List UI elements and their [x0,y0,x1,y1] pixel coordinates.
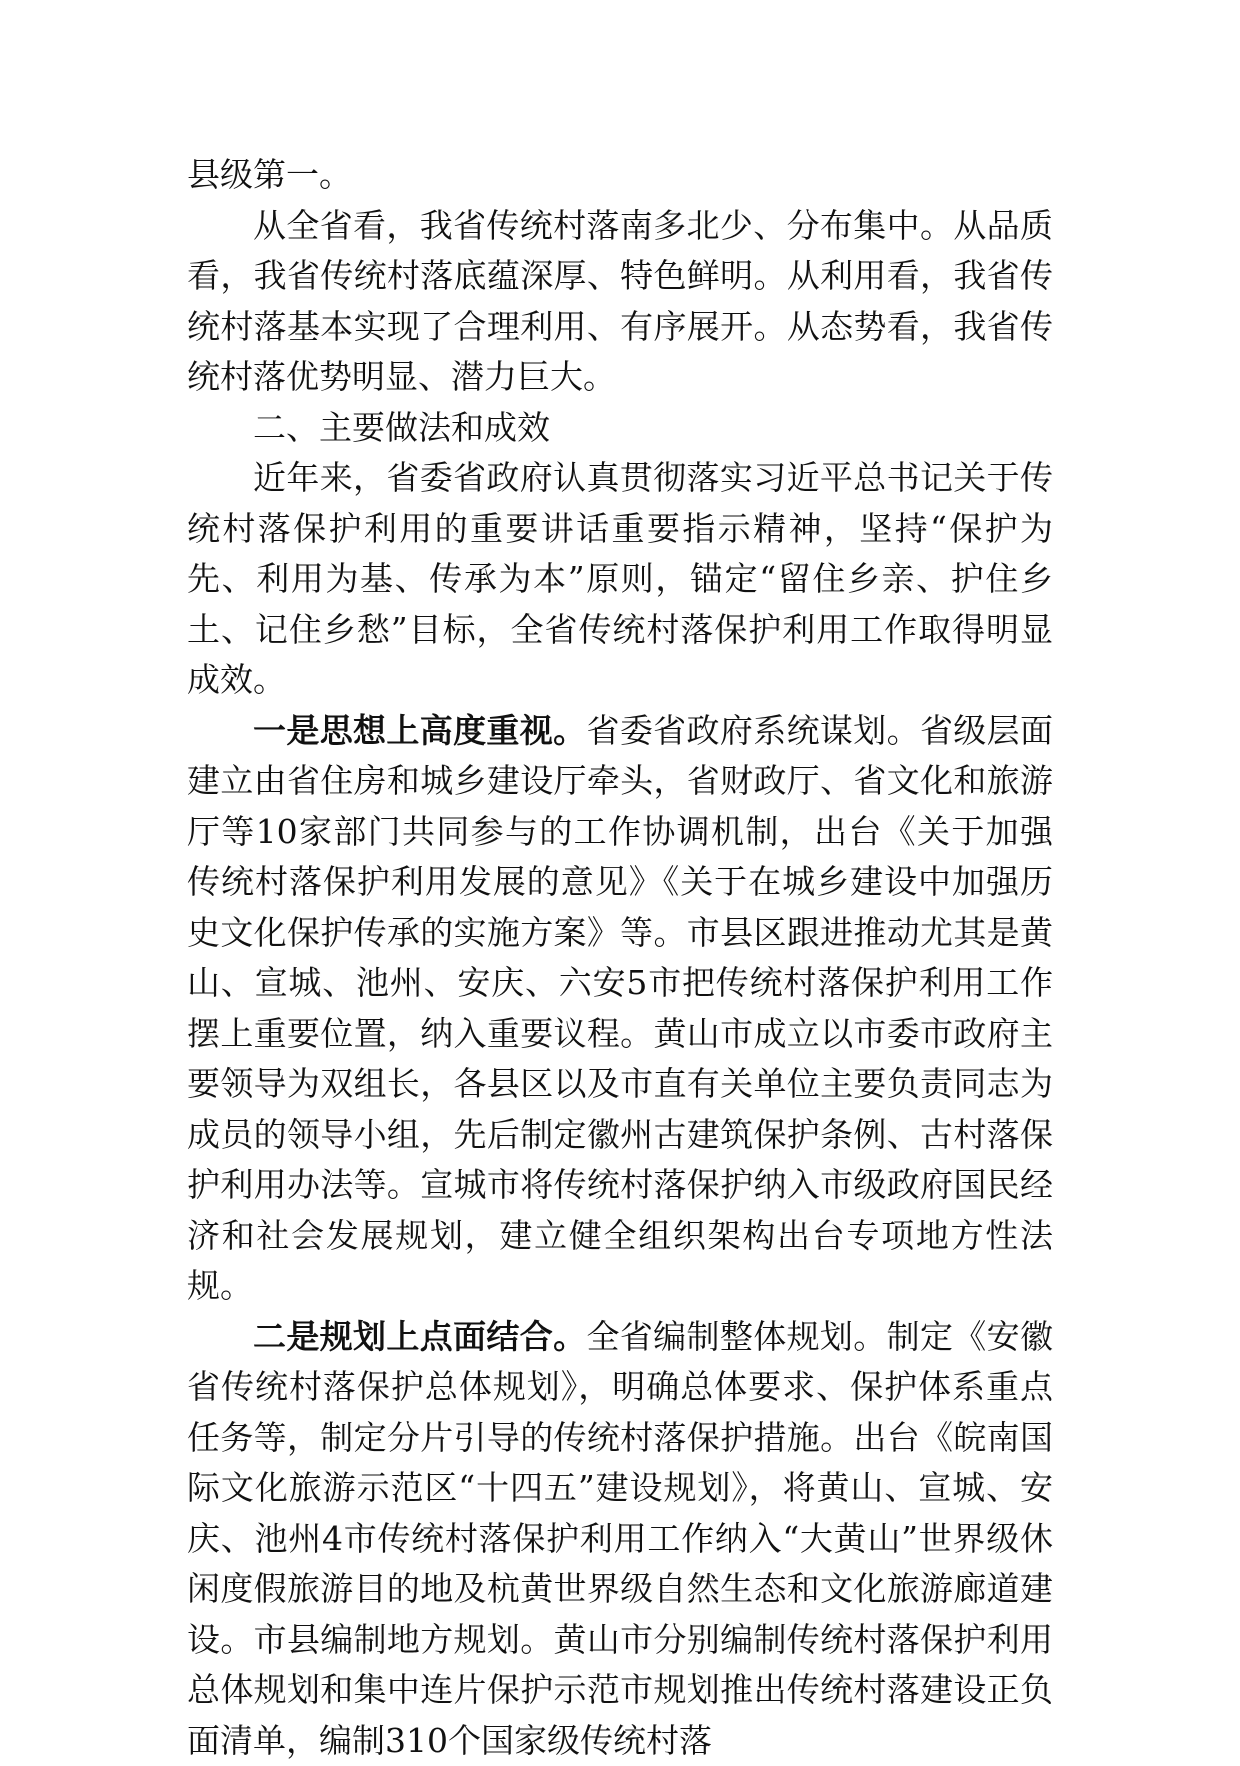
paragraph-continuation [187,150,1053,201]
paragraph-overview [187,201,1053,403]
paragraph-lead: 一是思想上高度重视。 [253,711,586,750]
section-heading-text: 二、主要做法和成效 [253,408,550,447]
paragraph-point-two [187,1312,1053,1766]
section-heading [187,403,1053,454]
paragraph-text: 全省编制整体规划。制定《安徽省传统村落保护总体规划》，明确总体要求、保护体系重点任务等，制定分片引导的传统村落保护措施。出台《皖南国际文化旅游示范区“十四五”建设规划》，将黄山、宣城、安庆、池州4市传统村落保护利用工作纳入“大黄山”世界级休闲度假旅游目的地及杭黄世界级自然生态和文化旅游廊道建设。市县编制地方规划。黄山市分别编制传统村落保护利用总体规划和集中连片保护示范市规划推出传统村落建设正负面清单，编制310个国家级传统村落 [187,1317,1053,1760]
paragraph-lead: 二是规划上点面结合。 [253,1317,586,1356]
paragraph-text: 近年来，省委省政府认真贯彻落实习近平总书记关于传统村落保护利用的重要讲话重要指示精神，坚持“保护为先、利用为基、传承为本”原则，锚定“留住乡亲、护住乡土、记住乡愁”目标，全省传统村落保护利用工作取得明显成效。 [187,458,1053,699]
paragraph-intro [187,453,1053,706]
paragraph-text: 县级第一。 [187,155,352,194]
paragraph-text: 从全省看，我省传统村落南多北少、分布集中。从品质看，我省传统村落底蕴深厚、特色鲜明。从利用看，我省传统村落基本实现了合理利用、有序展开。从态势看，我省传统村落优势明显、潜力巨大。 [187,206,1053,397]
paragraph-point-one [187,706,1053,1312]
document-body [187,150,1053,1766]
paragraph-text: 省委省政府系统谋划。省级层面建立由省住房和城乡建设厅牵头，省财政厅、省文化和旅游厅等10家部门共同参与的工作协调机制，出台《关于加强传统村落保护利用发展的意见》《关于在城乡建设中加强历史文化保护传承的实施方案》等。市县区跟进推动尤其是黄山、宣城、池州、安庆、六安5市把传统村落保护利用工作摆上重要位置，纳入重要议程。黄山市成立以市委市政府主要领导为双组长，各县区以及市直有关单位主要负责同志为成员的领导小组，先后制定徽州古建筑保护条例、古村落保护利用办法等。宣城市将传统村落保护纳入市级政府国民经济和社会发展规划，建立健全组织架构出台专项地方性法规。 [187,711,1053,1306]
